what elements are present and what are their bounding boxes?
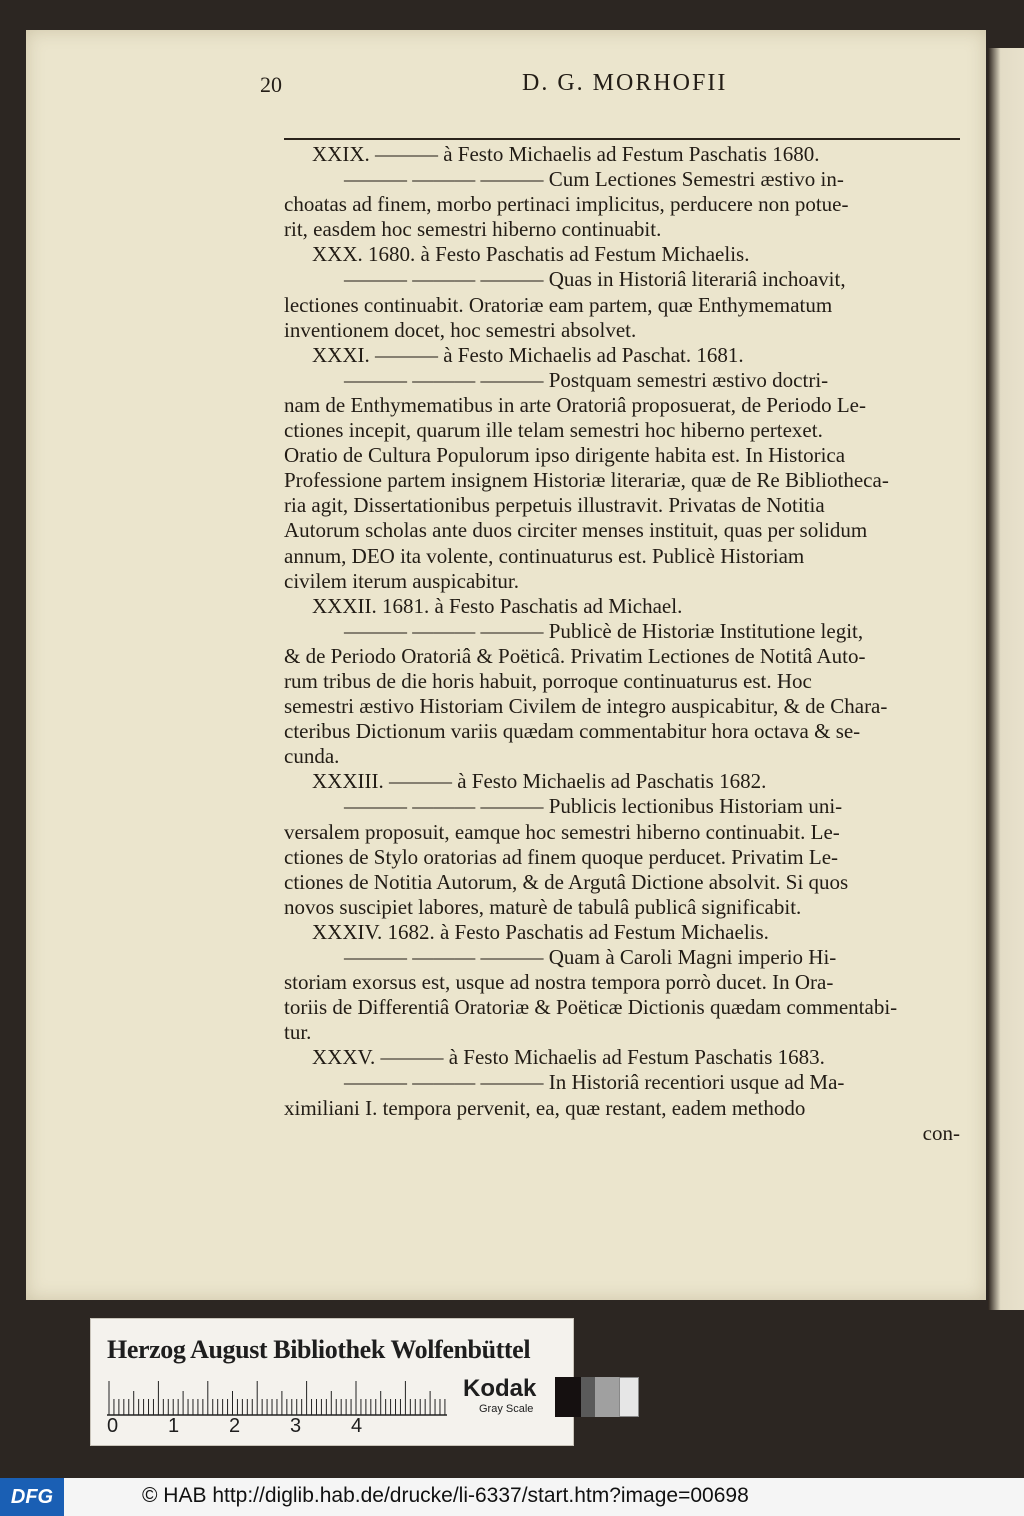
text-line: Autorum scholas ante duos circiter menses instituit, quas per solidum <box>284 518 868 543</box>
ruler-label: 4 <box>351 1415 363 1437</box>
text-line: XXIX. ——— à Festo Michaelis ad Festum Paschatis 1680. <box>312 142 820 166</box>
ruler-ticks <box>107 1377 451 1417</box>
text-line: con- <box>922 1120 960 1145</box>
ruler-label: 0 <box>107 1415 119 1437</box>
text-line: nam de Enthymematibus in arte Oratoriâ proposuerat, de Periodo Le- <box>284 392 866 417</box>
header-rule <box>284 138 960 140</box>
text-line: ctiones incepit, quarum ille telam semestri hoc hiberno pertexet. <box>284 418 823 443</box>
text-line: XXXIV. 1682. à Festo Paschatis ad Festum Michaelis. <box>312 919 769 944</box>
text-line: semestri æstivo Historiam Civilem de integro auspicabitur, & de Chara- <box>284 694 888 719</box>
page-header <box>260 68 960 108</box>
text-line: storiam exorsus est, usque ad nostra tempora porrò ducet. In Ora- <box>284 970 834 995</box>
running-head: D. G. MORHOFII <box>522 70 728 96</box>
text-line: ximiliani I. tempora pervenit, ea, quæ restant, eadem methodo <box>284 1095 806 1120</box>
text-line: cunda. <box>284 744 340 769</box>
gray-scale-label: Gray Scale <box>479 1403 534 1415</box>
gray-swatch-mid <box>595 1377 619 1417</box>
ruler-label: 3 <box>290 1415 302 1437</box>
page-number: 20 <box>260 72 282 97</box>
text-line: ria agit, Dissertationibus perpetuis illustravit. Privatas de Notitia <box>284 493 825 518</box>
text-line: XXXI. ——— à Festo Michaelis ad Paschat. 1681. <box>312 342 744 367</box>
text-line: civilem iterum auspicabitur. <box>284 568 520 593</box>
text-line: toriis de Differentiâ Oratoriæ & Poëticæ Dictionis quædam commentabi- <box>284 995 898 1020</box>
gray-swatch-black <box>555 1377 581 1417</box>
library-name: Herzog August Bibliothek Wolfenbüttel <box>107 1335 531 1364</box>
text-line: XXXV. ——— à Festo Michaelis ad Festum Paschatis 1683. <box>312 1045 825 1070</box>
ruler-labels <box>107 1415 407 1439</box>
text-line: versalem proposuit, eamque hoc semestri hiberno continuabit. Le- <box>284 819 840 844</box>
ruler-label: 2 <box>229 1415 241 1437</box>
ruler-label: 1 <box>168 1415 180 1437</box>
kodak-gray-scale <box>463 1375 643 1419</box>
text-line: ——— ——— ——— Publicè de Historiæ Institutione legit, <box>344 618 864 643</box>
text-line: ——— ——— ——— Cum Lectiones Semestri æstivo in- <box>344 167 844 192</box>
text-line: Oratio de Cultura Populorum ipso dirigente habita est. In Historica <box>284 443 846 468</box>
text-line: rit, easdem hoc semestri hiberno continuabit. <box>284 217 662 242</box>
text-line: XXXIII. ——— à Festo Michaelis ad Paschatis 1682. <box>312 769 767 794</box>
text-line: choatas ad finem, morbo pertinaci implicitus, perducere non potue- <box>284 192 849 217</box>
gray-swatch-dark <box>581 1377 595 1417</box>
page-text <box>284 142 960 1146</box>
text-line: cteribus Dictionum variis quædam commentabitur hora octava & se- <box>284 719 861 744</box>
text-line: ctiones de Stylo oratorias ad finem quoque perducet. Privatim Le- <box>284 844 839 869</box>
text-line: rum tribus de die horis habuit, porroque continuaturus est. Hoc <box>284 668 812 693</box>
footer-bar <box>0 1478 1024 1516</box>
text-line: tur. <box>284 1020 312 1045</box>
text-line: novos suscipiet labores, maturè de tabulâ publicâ significabit. <box>284 894 802 919</box>
text-line: ——— ——— ——— In Historiâ recentiori usque ad Ma- <box>344 1070 845 1095</box>
copyright-link[interactable]: © HAB http://diglib.hab.de/drucke/li-6337/start.htm?image=00698 <box>142 1484 749 1507</box>
text-line: Professione partem insignem Historiæ literariæ, quæ de Re Bibliotheca- <box>284 468 889 493</box>
text-line: inventionem docet, hoc semestri absolvet. <box>284 317 637 342</box>
kodak-logo: Kodak <box>463 1375 537 1402</box>
scale-ruler <box>107 1377 451 1417</box>
text-line: ctiones de Notitia Autorum, & de Argutâ Dictione absolvit. Si quos <box>284 869 849 894</box>
text-line: XXXII. 1681. à Festo Paschatis ad Michael. <box>312 593 683 618</box>
dfg-logo: DFG <box>0 1478 64 1516</box>
text-line: & de Periodo Oratoriâ & Poëticâ. Privatim Lectiones de Notitâ Auto- <box>284 643 866 668</box>
color-target-card <box>90 1318 574 1446</box>
text-line: ——— ——— ——— Publicis lectionibus Historiam uni- <box>344 794 843 819</box>
text-line: lectiones continuabit. Oratoriæ eam partem, quæ Enthymematum <box>284 292 833 317</box>
gray-swatch-light <box>619 1377 639 1417</box>
text-line: ——— ——— ——— Quam à Caroli Magni imperio Hi- <box>344 945 837 969</box>
text-line: ——— ——— ——— Postquam semestri æstivo doctri- <box>344 367 829 392</box>
facing-page-edge <box>988 48 1024 1310</box>
text-line: ——— ——— ——— Quas in Historiâ literariâ inchoavit, <box>344 267 846 292</box>
text-line: annum, DEO ita volente, continuaturus est. Publicè Historiam <box>284 543 805 568</box>
text-line: XXX. 1680. à Festo Paschatis ad Festum Michaelis. <box>312 242 750 267</box>
